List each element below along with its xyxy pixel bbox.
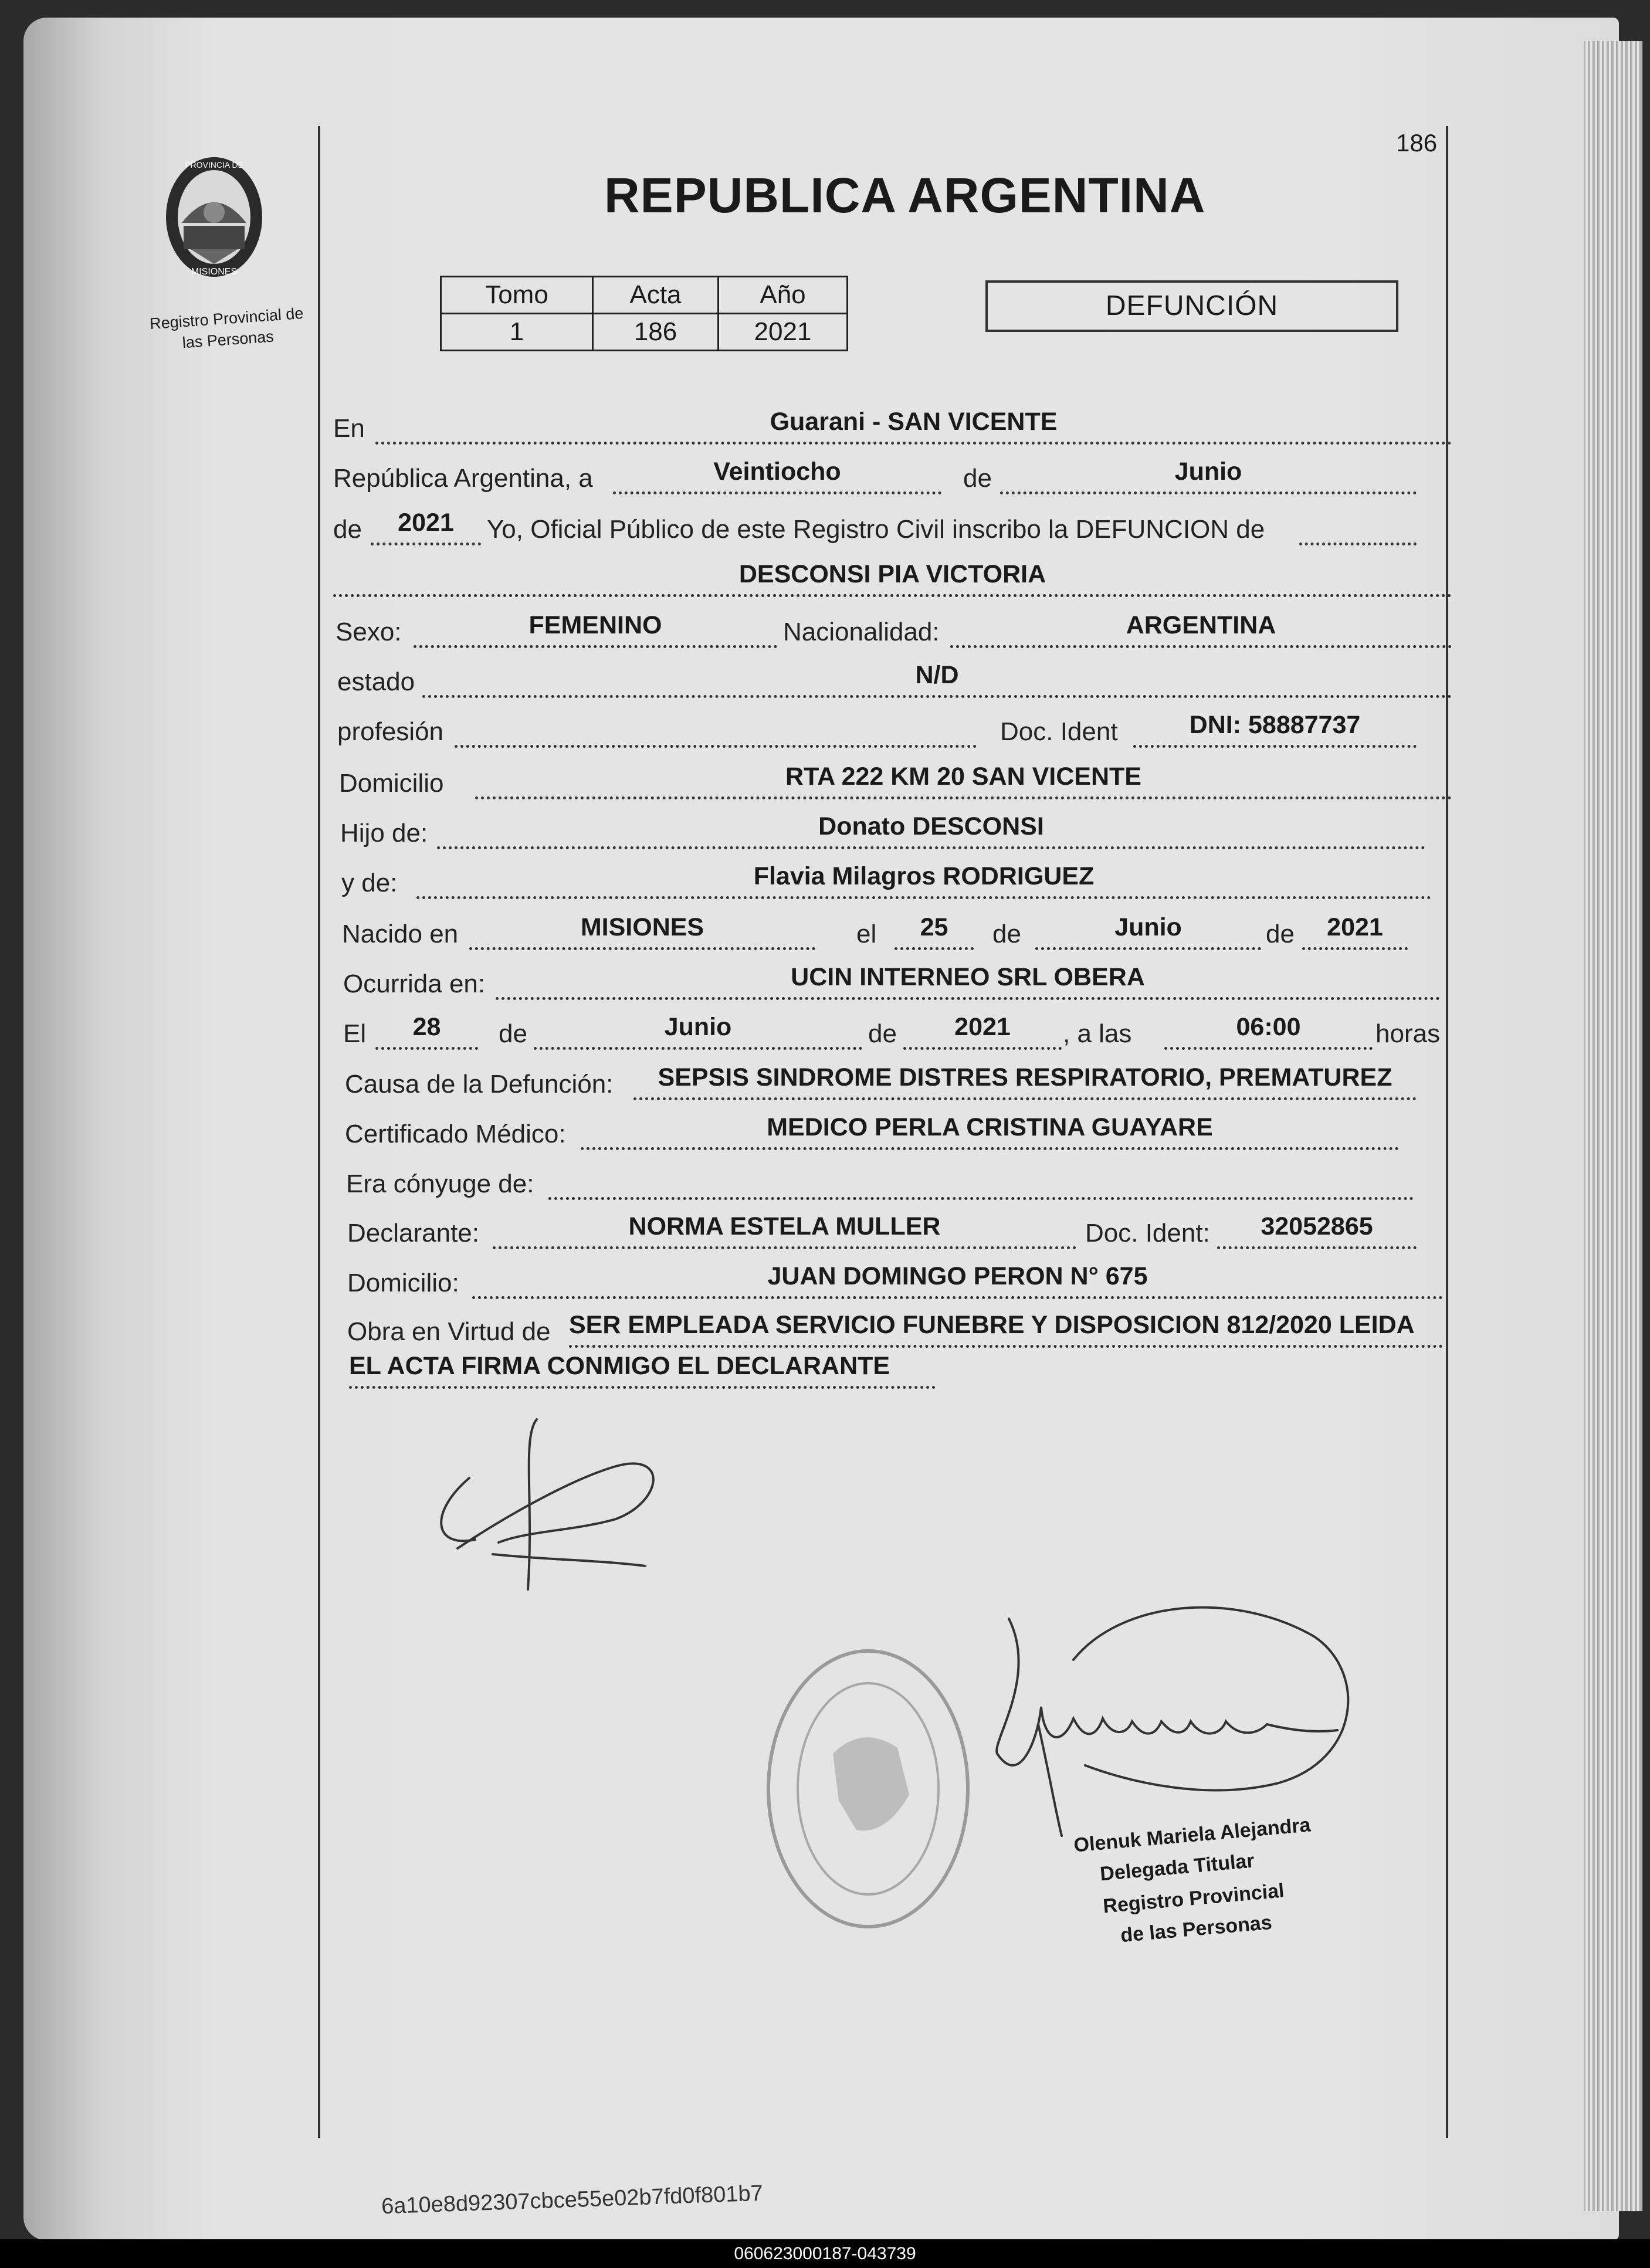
estado-label: estado bbox=[337, 667, 415, 696]
table-header-anio: Año bbox=[719, 277, 848, 314]
causa-field: SEPSIS SINDROME DISTRES RESPIRATORIO, PREMATUREZ bbox=[633, 1060, 1417, 1100]
de-label-defuncion-2: de bbox=[868, 1019, 897, 1048]
anio-registro-field: 2021 bbox=[371, 505, 481, 545]
table-value-acta: 186 bbox=[593, 314, 719, 351]
certificado-field: MEDICO PERLA CRISTINA GUAYARE bbox=[581, 1110, 1399, 1150]
doc-ident-label: Doc. Ident bbox=[1000, 717, 1118, 746]
row-certificado bbox=[0, 1110, 1650, 1152]
obra-linea2-field: EL ACTA FIRMA CONMIGO EL DECLARANTE bbox=[349, 1348, 936, 1389]
nombre-fallecido-field: DESCONSI PIA VICTORIA bbox=[333, 557, 1452, 597]
document-title: REPUBLICA ARGENTINA bbox=[604, 168, 1206, 223]
dia-nacimiento-field: 25 bbox=[895, 910, 974, 950]
table-header-tomo: Tomo bbox=[441, 277, 593, 314]
document-type-box: DEFUNCIÓN bbox=[985, 280, 1398, 332]
row-nacimiento bbox=[0, 910, 1650, 952]
row-madre bbox=[0, 859, 1650, 901]
domicilio-label: Domicilio bbox=[339, 769, 444, 798]
row-ocurrida bbox=[0, 960, 1650, 1002]
row-fecha-defuncion bbox=[0, 1010, 1650, 1052]
profesion-label: profesión bbox=[337, 717, 444, 746]
declarante-doc-label: Doc. Ident: bbox=[1085, 1219, 1210, 1247]
ocurrida-en-label: Ocurrida en: bbox=[343, 969, 486, 998]
horas-label: horas bbox=[1375, 1019, 1441, 1048]
declarante-label: Declarante: bbox=[347, 1219, 480, 1247]
row-nombre bbox=[0, 557, 1650, 599]
conyuge-field bbox=[548, 1160, 1414, 1200]
dia-defuncion-field: 28 bbox=[375, 1009, 478, 1050]
table-header-acta: Acta bbox=[593, 277, 719, 314]
republica-label: República Argentina, a bbox=[333, 464, 593, 493]
row-causa bbox=[0, 1060, 1650, 1103]
declarante-doc-field: 32052865 bbox=[1217, 1209, 1417, 1249]
a-las-label: , a las bbox=[1063, 1019, 1132, 1048]
sexo-field: FEMENINO bbox=[414, 608, 777, 648]
anio-nacimiento-field: 2021 bbox=[1302, 910, 1408, 950]
doc-ident-field: DNI: 58887737 bbox=[1133, 707, 1417, 748]
row-inscripcion bbox=[0, 506, 1650, 548]
mes-nacimiento-field: Junio bbox=[1035, 910, 1261, 950]
declarante-domicilio-label: Domicilio: bbox=[347, 1269, 459, 1297]
certificado-label: Certificado Médico: bbox=[345, 1120, 566, 1148]
de-label: de bbox=[963, 464, 992, 493]
logo-caption: Registro Provincial de las Personas bbox=[149, 304, 304, 352]
lugar-defuncion-field: UCIN INTERNEO SRL OBERA bbox=[496, 960, 1440, 1000]
dia-registro-field: Veintiocho bbox=[613, 454, 941, 494]
tomo-acta-anio-table bbox=[440, 276, 848, 351]
table-value-anio: 2021 bbox=[719, 314, 848, 351]
padre-field: Donato DESCONSI bbox=[437, 809, 1425, 849]
row-declarante-domicilio bbox=[0, 1259, 1650, 1301]
en-label: En bbox=[333, 414, 365, 443]
inscribo-label: Yo, Oficial Público de este Registro Civil inscribo la DEFUNCION de bbox=[487, 515, 1265, 544]
conyuge-label: Era cónyuge de: bbox=[346, 1169, 534, 1198]
row-lugar bbox=[0, 405, 1650, 447]
el-label-nacimiento: el bbox=[856, 920, 877, 948]
page-number: 186 bbox=[1396, 129, 1438, 157]
declarante-domicilio-field: JUAN DOMINGO PERON N° 675 bbox=[472, 1259, 1443, 1299]
profesion-field bbox=[455, 707, 977, 748]
row-domicilio bbox=[0, 760, 1650, 802]
row-conyuge bbox=[0, 1160, 1650, 1202]
footer-code: 060623000187-043739 bbox=[734, 2244, 916, 2263]
official-name: Olenuk Mariela Alejandra bbox=[1073, 1813, 1312, 1857]
document-hash: 6a10e8d92307cbce55e02b7fd0f801b7 bbox=[381, 2181, 764, 2219]
logo-seal-text-bottom: MISIONES bbox=[191, 267, 238, 277]
madre-field: Flavia Milagros RODRIGUEZ bbox=[416, 859, 1431, 899]
row-padre bbox=[0, 809, 1650, 852]
y-de-label: y de: bbox=[341, 869, 398, 897]
de-label-nacimiento-2: de bbox=[1266, 920, 1295, 948]
hora-defuncion-field: 06:00 bbox=[1164, 1009, 1373, 1050]
causa-label: Causa de la Defunción: bbox=[345, 1070, 614, 1099]
obra-linea1-field: SER EMPLEADA SERVICIO FUNEBRE Y DISPOSICION 812/2020 LEIDA bbox=[569, 1307, 1443, 1348]
row-declarante bbox=[0, 1209, 1650, 1252]
logo-seal-text-top: PROVINCIA DE bbox=[185, 160, 243, 169]
de-label-2: de bbox=[333, 515, 362, 544]
el-label: El bbox=[343, 1019, 367, 1048]
table-value-tomo: 1 bbox=[441, 314, 593, 351]
lugar-nacimiento-field: MISIONES bbox=[469, 910, 815, 950]
domicilio-field: RTA 222 KM 20 SAN VICENTE bbox=[475, 759, 1452, 799]
declarante-field: NORMA ESTELA MULLER bbox=[493, 1209, 1076, 1249]
official-seal-stamp bbox=[757, 1642, 980, 1947]
obra-label: Obra en Virtud de bbox=[347, 1317, 551, 1346]
de-label-defuncion-1: de bbox=[499, 1019, 527, 1048]
nacionalidad-label: Nacionalidad: bbox=[783, 618, 940, 646]
mes-registro-field: Junio bbox=[1000, 454, 1417, 494]
estado-field: N/D bbox=[422, 657, 1452, 698]
hijo-de-label: Hijo de: bbox=[340, 819, 428, 847]
de-label-nacimiento-1: de bbox=[992, 920, 1021, 948]
misiones-coat-of-arms-logo bbox=[155, 147, 273, 290]
official-office-line2: de las Personas bbox=[1119, 1911, 1273, 1947]
row-estado bbox=[0, 658, 1650, 700]
row-fecha-registro bbox=[0, 455, 1650, 497]
nacido-en-label: Nacido en bbox=[342, 920, 459, 948]
row-obra-1 bbox=[0, 1308, 1650, 1350]
inscribo-blank-field bbox=[1299, 505, 1417, 545]
lugar-field: Guarani - SAN VICENTE bbox=[375, 404, 1452, 445]
row-obra-2 bbox=[0, 1349, 1650, 1391]
row-profesion bbox=[0, 708, 1650, 750]
row-sexo-nacionalidad bbox=[0, 608, 1650, 650]
mes-defuncion-field: Junio bbox=[534, 1009, 862, 1050]
anio-defuncion-field: 2021 bbox=[903, 1009, 1062, 1050]
nacionalidad-field: ARGENTINA bbox=[950, 608, 1452, 648]
sexo-label: Sexo: bbox=[336, 618, 402, 646]
official-role: Delegada Titular bbox=[1099, 1849, 1256, 1886]
official-office-line1: Registro Provincial bbox=[1102, 1879, 1285, 1918]
declarante-signature bbox=[422, 1413, 704, 1601]
